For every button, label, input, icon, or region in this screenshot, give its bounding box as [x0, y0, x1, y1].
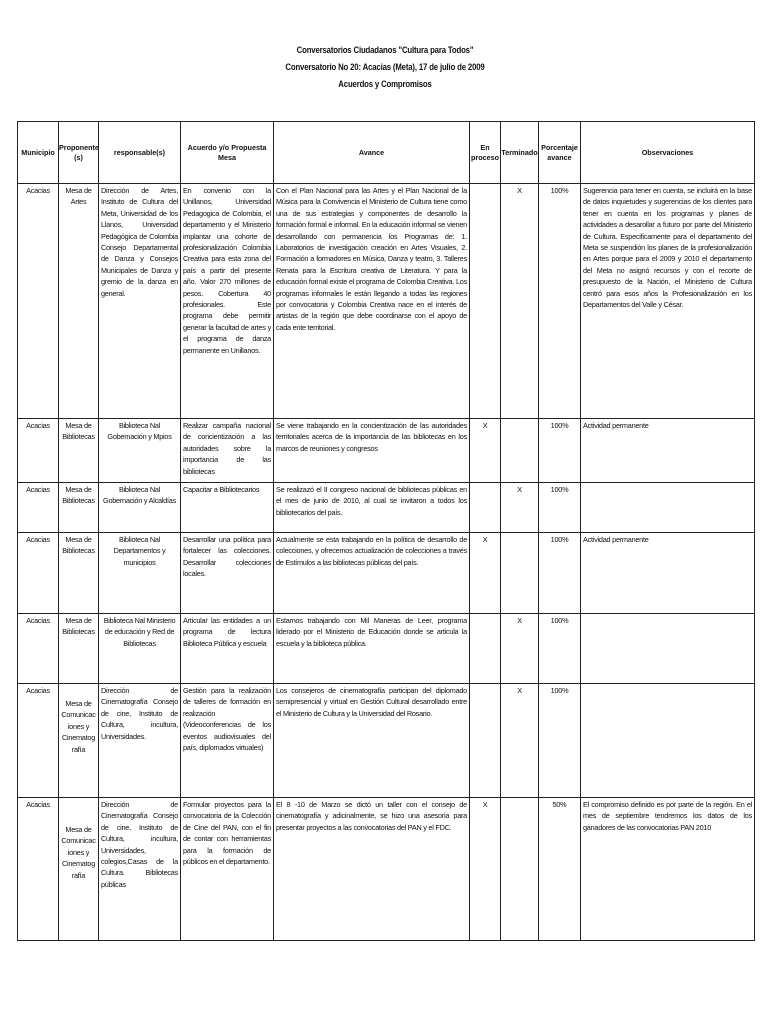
cell-proponente: Mesa de Artes	[59, 184, 99, 419]
cell-responsables: Biblioteca Nal Gobernación y Alcaldías	[99, 483, 181, 533]
table-row	[18, 533, 755, 614]
table-row	[18, 483, 755, 533]
cell-terminado: X	[501, 684, 539, 798]
cell-avance: Con el Plan Nacional para las Artes y el Plan Nacional de la Música para la Convivencia el Ministerio de Cultura tiene como una de sus estrategias y componentes de desarrollo la formación formal e informal. En la educación informal se vienen desarrollando con permanencia los Programas de: 1. Laboratorios de investigación creación en Artes Visuales, 2. Formación a formadores en Música, Danza y teatro, 3. Talleres Renata para la Escritura creativa de Literatura. Y para la educación formal existe el programa de Colombia Creativa. Los programas informales le están llegando a todas las regiones por convocatoria y Colombia Creativa nace en el interés de artistas de la región que debe coordinarse con el apoyo de cada ente territorial.	[274, 184, 470, 419]
cell-proponente: Mesa de Bibliotecas	[59, 483, 99, 533]
cell-porcentaje: 100%	[539, 184, 581, 419]
cell-avance: El 8 -10 de Marzo se dictó un taller con el consejo de cinematografía y adicinalmente, se hizo una asesoria para presentar proyectos a las convocatorias del PAN y el FDC.	[274, 798, 470, 941]
cell-en-proceso	[470, 684, 501, 798]
cell-terminado: X	[501, 483, 539, 533]
table-row	[18, 798, 755, 941]
cell-responsables: Biblioteca Nal Departamentos y municipios	[99, 533, 181, 614]
column-header-porcentaje: Porcentaje avance	[539, 122, 581, 184]
column-header-avance: Avance	[274, 122, 470, 184]
cell-proponente: Mesa de Bibliotecas	[59, 533, 99, 614]
cell-acuerdo: Formular proyectos para la convocatoria de la Colección de Cine del PAN, con el fin de contar con herramientas para la formación de públicos en el departamento.	[181, 798, 274, 941]
column-header-en-proceso: En proceso	[470, 122, 501, 184]
cell-municipio: Acacias	[18, 184, 59, 419]
cell-municipio: Acacias	[18, 614, 59, 684]
cell-porcentaje: 100%	[539, 419, 581, 483]
cell-municipio: Acacias	[18, 798, 59, 941]
document-subtitle: Conversatorio No 20: Acacias (Meta), 17 de julio de 2009	[285, 62, 485, 73]
table-header-row	[18, 122, 755, 184]
column-header-acuerdo: Acuerdo y/o Propuesta Mesa	[181, 122, 274, 184]
column-header-observaciones: Observaciones	[581, 122, 755, 184]
cell-municipio: Acacias	[18, 684, 59, 798]
cell-avance: Se realizazó el II congreso nacional de bibliotecas públicas en el mes de junio de 2010, al cual se invitaron a todos los bibliotecarios del país.	[274, 483, 470, 533]
cell-proponente: Mesa de Bibliotecas	[59, 419, 99, 483]
cell-terminado	[501, 798, 539, 941]
cell-responsables: Dirección de Artes, Instituto de Cultura del Meta, Universidad de los Llanos, Universidad Pedagógica de Colombia Consejo Departamental de Danza y Consejos Municipales de Danza y gremio de la danza en general.	[99, 184, 181, 419]
cell-municipio: Acacias	[18, 533, 59, 614]
cell-porcentaje: 100%	[539, 483, 581, 533]
cell-municipio: Acacias	[18, 419, 59, 483]
cell-proponente: Mesa de Comunicaciones y Cinematografía	[59, 684, 99, 798]
cell-avance: Estamos trabajando con Mil Maneras de Leer, programa liderado por el Ministerio de Educación donde se articula la escuela y la biblioteca pública.	[274, 614, 470, 684]
cell-porcentaje: 100%	[539, 614, 581, 684]
document-section-title: Acuerdos y Compromisos	[338, 79, 432, 90]
agreements-table	[17, 121, 755, 941]
cell-avance: Se viene trabajando en la concientización de las autoridades territoriales acerca de la importancia de las bibliotecas en los marcos de reuniones y congresos	[274, 419, 470, 483]
cell-en-proceso: X	[470, 419, 501, 483]
cell-responsables: Biblioteca Nal Gobernación y Mpios	[99, 419, 181, 483]
cell-en-proceso: X	[470, 798, 501, 941]
cell-proponente: Mesa de Comunicaciones y Cinematografía	[59, 798, 99, 941]
column-header-proponente: Proponente (s)	[59, 122, 99, 184]
cell-observaciones: Actividad permanente	[581, 419, 755, 483]
cell-en-proceso	[470, 614, 501, 684]
cell-responsables: Biblioteca Nal Ministerio de educación y Red de Bibliotecas	[99, 614, 181, 684]
cell-terminado: X	[501, 184, 539, 419]
cell-avance: Actualmente se esta trabajando en la política de desarrollo de colecciones, y ofrecemos actualización de colecciones a través de Estímulos a las bibliotecas públicas del país.	[274, 533, 470, 614]
column-header-municipio: Municipio	[18, 122, 59, 184]
table-row	[18, 614, 755, 684]
cell-responsables: Dirección de Cinematografía Consejo de cine, Instituto de Cultura, incultura, Universidades, colegios,Casas de la Cultura. Bibliotecas públicas	[99, 798, 181, 941]
column-header-terminado: Terminado	[501, 122, 539, 184]
column-header-responsables: responsable(s)	[99, 122, 181, 184]
cell-observaciones: El compromiso definido es por parte de la región. En el mes de septiembre tendremos los datos de los ganadores de las convocatorias PAN 2010	[581, 798, 755, 941]
cell-observaciones: Actividad permanente	[581, 533, 755, 614]
cell-terminado: X	[501, 614, 539, 684]
cell-proponente: Mesa de Bibliotecas	[59, 614, 99, 684]
cell-en-proceso: X	[470, 533, 501, 614]
cell-acuerdo: Gestión para la realización de talleres de formación en realización (Videoconferencias de los eventos audiovisuales del país, diplomados virtuales)	[181, 684, 274, 798]
cell-responsables: Dirección de Cinematografía Consejo de cine, Instituto de Cultura, incultura, Universidades.	[99, 684, 181, 798]
cell-observaciones	[581, 684, 755, 798]
cell-porcentaje: 100%	[539, 684, 581, 798]
cell-municipio: Acacias	[18, 483, 59, 533]
cell-porcentaje: 50%	[539, 798, 581, 941]
table-row	[18, 184, 755, 419]
cell-avance: Los consejeros de cinematografía participan del diplomado semipresencial y virtual en Gestión Cultural desarrollado entre el Ministerio de Cultura y la Universidad del Rosario.	[274, 684, 470, 798]
cell-acuerdo: Realizar campaña nacional de concientización a las autoridades sobre la importancia de las bibliotecas	[181, 419, 274, 483]
cell-observaciones: Sugerencia para tener en cuenta, se incluirá en la base de datos inquietudes y sugerencias de los clientes para tener en cuenta en los programas y planes de actividades a desarollar a futuro por parte del Ministerio de Cultura. Especificamente para el departamento del Meta se suspendión los planes de la profesionalización en Artes porque para el 2009 y 2010 el departamento del Meta no asignó recursos y con el recorte de presupuesto de la Nación, el Ministerio de Cultura centró para esos años la Profesionalización en los Departamentos del Valle y César.	[581, 184, 755, 419]
cell-porcentaje: 100%	[539, 533, 581, 614]
cell-terminado	[501, 419, 539, 483]
cell-acuerdo: Articular las entidades a un programa de lectura Biblioteca Pública y escuela	[181, 614, 274, 684]
cell-acuerdo: Capacitar a Bibliotecarios	[181, 483, 274, 533]
cell-acuerdo: En convenio con la Unillanos, Universidad Pedagogica de Colombia, el departamento y el Ministerio implantar una cohorte de profesionalización Colombia Creativa para esta zona del país a partir del presente año. Valor 270 millones de pesos. Cobertura 40 profesionales. Este programa debe permitir generar la facultad de artes y el programa de danza permanente en Unillanos.	[181, 184, 274, 419]
table-row	[18, 684, 755, 798]
cell-acuerdo: Desarrollar una política para fortalecer las colecciones. Desarrollar colecciones locales.	[181, 533, 274, 614]
document-title: Conversatorios Ciudadanos "Cultura para Todos"	[296, 45, 474, 56]
cell-terminado	[501, 533, 539, 614]
document-header	[0, 42, 770, 93]
cell-en-proceso	[470, 184, 501, 419]
table-row	[18, 419, 755, 483]
cell-observaciones	[581, 483, 755, 533]
cell-en-proceso	[470, 483, 501, 533]
cell-observaciones	[581, 614, 755, 684]
